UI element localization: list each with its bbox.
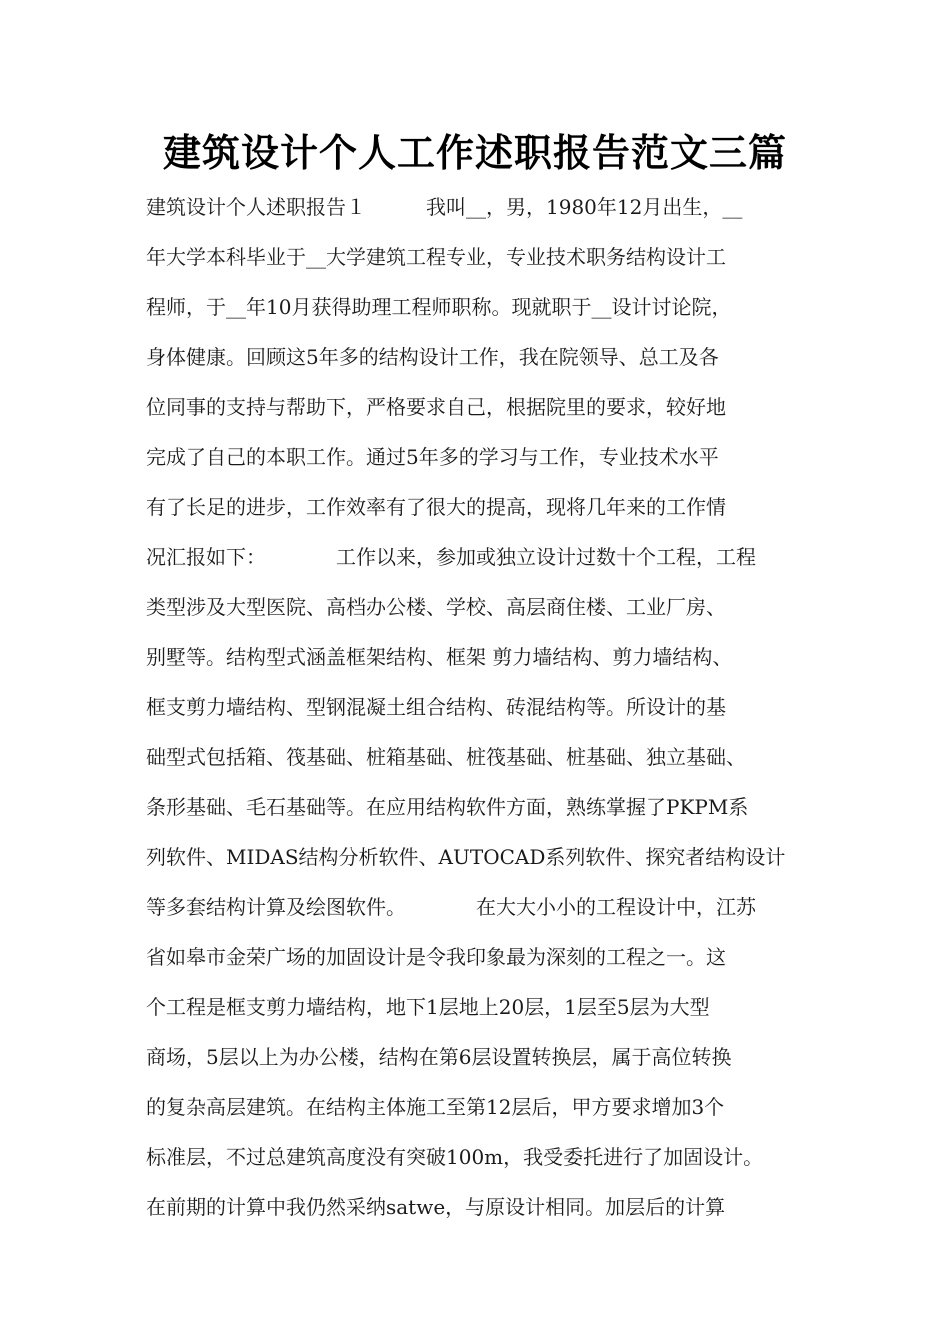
- body-line: 位同事的支持与帮助下，严格要求自己，根据院里的要求，较好地: [146, 395, 726, 419]
- body-line: 列软件、MIDAS结构分析软件、AUTOCAD系列软件、探究者结构设计: [146, 845, 786, 869]
- body-line: 况汇报如下： 工作以来，参加或独立设计过数十个工程，工程: [146, 545, 756, 569]
- body-line: 年大学本科毕业于__大学建筑工程专业，专业技术职务结构设计工: [146, 245, 726, 269]
- body-line: 建筑设计个人述职报告１ 我叫__，男，1980年12月出生，__: [146, 195, 743, 219]
- body-line: 完成了自己的本职工作。通过5年多的学习与工作，专业技术水平: [146, 445, 719, 469]
- document-title: 建筑设计个人工作述职报告范文三篇: [162, 131, 787, 175]
- body-line: 身体健康。回顾这5年多的结构设计工作，我在院领导、总工及各: [146, 345, 719, 369]
- body-line: 框支剪力墙结构、型钢混凝土组合结构、砖混结构等。所设计的基: [146, 695, 726, 719]
- body-line: 等多套结构计算及绘图软件。 在大大小小的工程设计中，江苏: [146, 895, 756, 919]
- body-line: 个工程是框支剪力墙结构，地下1层地上20层，1层至5层为大型: [146, 995, 710, 1019]
- body-line: 别墅等。结构型式涵盖框架结构、框架 剪力墙结构、剪力墙结构、: [146, 645, 733, 669]
- body-line: 省如皋市金荣广场的加固设计是令我印象最为深刻的工程之一。这: [146, 945, 726, 969]
- body-line: 的复杂高层建筑。在结构主体施工至第12层后，甲方要求增加3个: [146, 1095, 725, 1119]
- body-line: 程师，于__年10月获得助理工程师职称。现就职于__设计讨论院，: [146, 295, 732, 319]
- body-line: 有了长足的进步，工作效率有了很大的提高，现将几年来的工作情: [146, 495, 726, 519]
- body-line: 商场，5层以上为办公楼，结构在第6层设置转换层，属于高位转换: [146, 1045, 732, 1069]
- body-line: 标准层，不过总建筑高度没有突破100m，我受委托进行了加固设计。: [146, 1145, 764, 1169]
- document-body: [146, 182, 836, 1232]
- body-line: 条形基础、毛石基础等。在应用结构软件方面，熟练掌握了PKPM系: [146, 795, 749, 819]
- body-line: 类型涉及大型医院、高档办公楼、学校、高层商住楼、工业厂房、: [146, 595, 726, 619]
- body-line: 础型式包括箱、筏基础、桩箱基础、桩筏基础、桩基础、独立基础、: [146, 745, 746, 769]
- body-line: 在前期的计算中我仍然采纳satwe，与原设计相同。加层后的计算: [146, 1195, 726, 1219]
